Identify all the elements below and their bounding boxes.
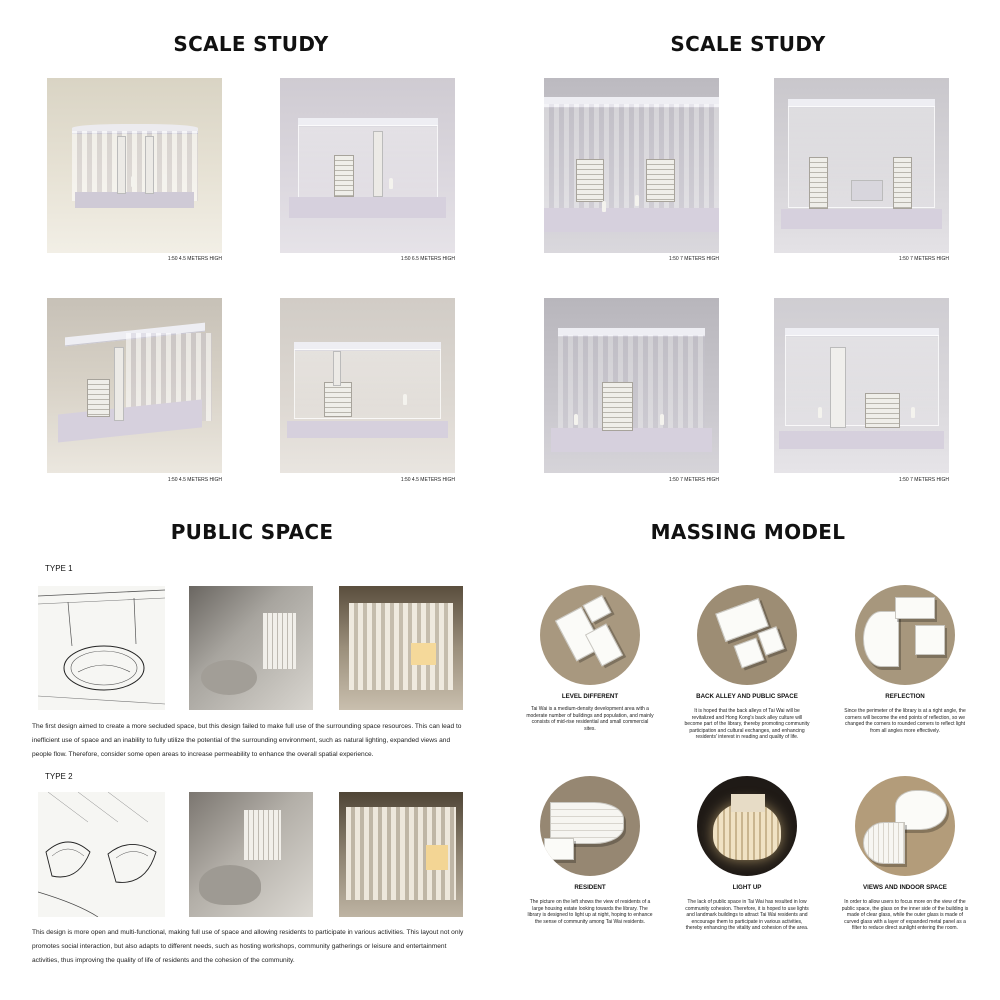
massing-item-title: REFLECTION: [885, 693, 925, 700]
massing-item-title: VIEWS AND INDOOR SPACE: [863, 884, 947, 891]
massing-item-text: It is hoped that the back alleys of Tai Wai will be revitalized and Hong Kong's back alley culture will become part of the library, thereby promoting community participation and cultural exchanges, and enhancing residents' interest in reading and quality of life.: [684, 708, 810, 741]
type1-sketch: [38, 586, 165, 710]
massing-item-text: In order to allow users to focus more on the view of the public space, the glass on the inner side of the building is made of clear glass, while the outer glass is made of curved glass with a layer of expanded metal panel as a filter to reduce direct sunlight entering the room.: [841, 899, 969, 932]
type2-interior-photo: [339, 792, 463, 917]
type2-label: TYPE 2: [45, 772, 73, 781]
massing-circle-photo: [697, 585, 797, 685]
massing-item-text: The lack of public space in Tai Wai has resulted in low community cohesion. Therefore, it is hoped to use lights and landmark buildings to attract Tai Wai residents and encourage them to participate in various activities, thereby enhancing the vitality and cohesion of the area.: [685, 899, 809, 932]
scale-model-photo: [47, 78, 222, 253]
scale-model-photo: [544, 78, 719, 253]
massing-item-title: RESIDENT: [574, 884, 606, 891]
scale-model-photo: [280, 78, 455, 253]
photo-caption: 1:50 4.5 METERS HIGH: [167, 256, 222, 262]
public-space-title: PUBLIC SPACE: [170, 520, 334, 544]
type2-description: This design is more open and multi-functional, making full use of space and allowing residents to participate in various activities. This layout not only promotes social interaction, but also adapts to different needs, such as hosting workshops, community gatherings or leisure and entertainment activities, thus improving the quality of life of residents and the cohesion of the community.: [32, 929, 464, 964]
type2-model-photo: [189, 792, 313, 917]
scale-model-photo: [47, 298, 222, 473]
scale-study-left-title: SCALE STUDY: [173, 32, 329, 56]
photo-caption: 1:50 6.5 METERS HIGH: [400, 256, 455, 262]
scale-model-photo: [774, 298, 949, 473]
type2-sketch: [38, 792, 165, 917]
photo-caption: 1:50 4.5 METERS HIGH: [167, 477, 222, 483]
massing-model-title: MASSING MODEL: [650, 520, 846, 544]
scale-model-photo: [544, 298, 719, 473]
massing-item-text: Tai Wai is a medium-density development area with a moderate number of buildings and population, and mainly consists of mid-rise residential and small commercial sites.: [526, 706, 654, 732]
massing-circle-photo: [540, 585, 640, 685]
photo-caption: 1:50 7 METERS HIGH: [898, 256, 949, 262]
scale-study-right-title: SCALE STUDY: [670, 32, 826, 56]
massing-item-title: LEVEL DIFFERENT: [561, 693, 619, 700]
massing-item-title: BACK ALLEY AND PUBLIC SPACE: [696, 693, 798, 700]
massing-item-text: Since the perimeter of the library is at a right angle, the corners will become the end points of reflection, so we changed the corners to rounded corners to reflect light from all angles more effectively.: [844, 708, 966, 734]
photo-caption: 1:50 7 METERS HIGH: [668, 477, 719, 483]
type1-description: The first design aimed to create a more secluded space, but this design failed to make full use of the surrounding space resources. This can lead to inefficient use of space and an inability to fully utilize the potential of the surrounding environment, such as natural lighting, expanded views and people flow. Therefore, consider some open areas to increase permeability to enhance the overall spatial experience.: [32, 723, 462, 758]
type1-label: TYPE 1: [45, 564, 73, 573]
photo-caption: 1:50 7 METERS HIGH: [898, 477, 949, 483]
massing-circle-photo: [697, 776, 797, 876]
scale-model-photo: [774, 78, 949, 253]
massing-item-text: The picture on the left shows the view of residents of a large housing estate looking towards the library. The library is designed to light up at night, hoping to enhance the sense of community among Tai Wai residents.: [527, 899, 653, 925]
type1-model-photo: [189, 586, 313, 710]
photo-caption: 1:50 4.5 METERS HIGH: [400, 477, 455, 483]
scale-model-photo: [280, 298, 455, 473]
massing-circle-photo: [540, 776, 640, 876]
massing-circle-photo: [855, 585, 955, 685]
massing-circle-photo: [855, 776, 955, 876]
massing-item-title: LIGHT UP: [732, 884, 762, 891]
photo-caption: 1:50 7 METERS HIGH: [668, 256, 719, 262]
type1-interior-photo: [339, 586, 463, 710]
